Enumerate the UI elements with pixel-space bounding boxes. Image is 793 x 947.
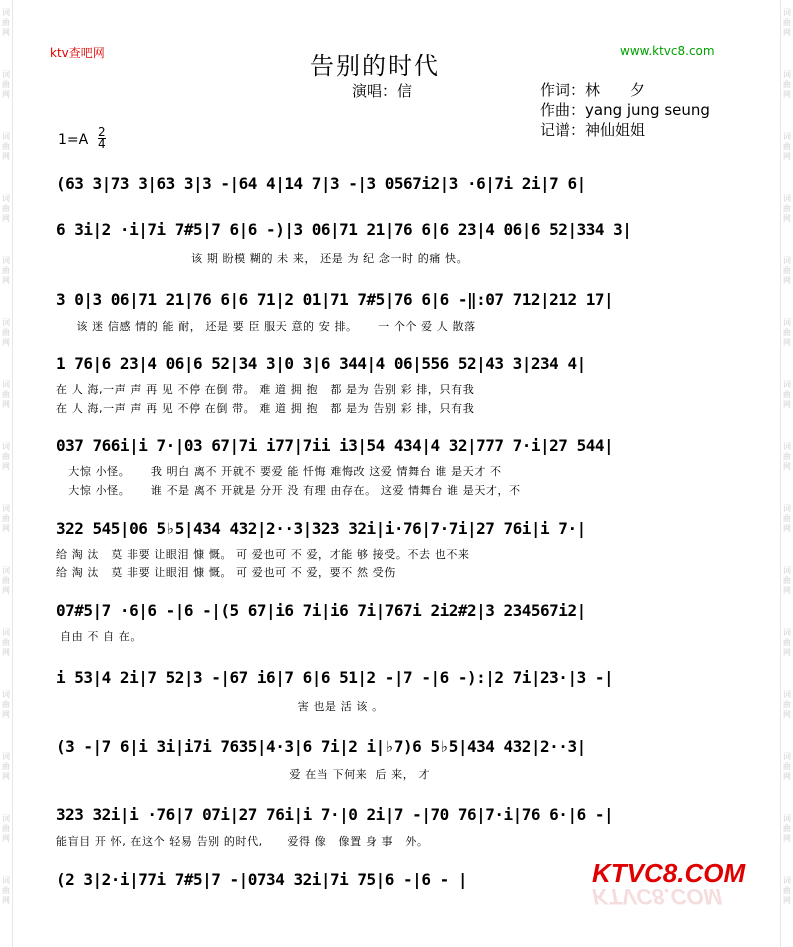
- lyric-line: 该 期 盼模 糊的 未 来， 还是 为 纪 念一时 的痛 快。: [56, 252, 469, 265]
- song-title: 告别的时代: [310, 52, 440, 80]
- lyric-line: 自由 不 自 在。: [56, 630, 142, 643]
- watermark-text: 词 曲 网: [2, 442, 10, 471]
- watermark-text: 词 曲 网: [2, 194, 10, 223]
- watermark-text: 词 曲 网: [2, 504, 10, 533]
- lyric-line: 在 人 海,一声 声 再 见 不停 在倒 带。 难 道 拥 抱 都 是为 告别 彩 排，只有我: [56, 383, 475, 396]
- lyric-line: 害 也是 活 该 。: [56, 700, 384, 713]
- composer-credit: 作曲：yang jung seung: [540, 101, 710, 119]
- notation-row: 6 3i|2 ·i|7i 7#5|7 6|6 -)|3 06|71 21|76 6|6 23|4 06|6 52|334 3|: [56, 220, 632, 239]
- watermark-text: 词 曲 网: [783, 876, 791, 905]
- left-watermark-strip: [0, 0, 13, 947]
- lyric-line: 给 淘 汰 莫 非要 让眼泪 慷 慨。 可 爱也可 不 爱，才能 够 接受。不去 也不来: [56, 548, 470, 561]
- watermark-text: 词 曲 网: [2, 566, 10, 595]
- watermark-text: 词 曲 网: [2, 380, 10, 409]
- notation-row: 3 0|3 06|71 21|76 6|6 71|2 01|71 7#5|76 6|6 -‖:07 712|212 17|: [56, 290, 614, 309]
- notation-row: 07#5|7 ·6|6 -|6 -|(5 67|i6 7i|i6 7i|767i 2i2#2|3 234567i2|: [56, 601, 586, 620]
- lyric-line: 能盲目 开 怀, 在这个 轻易 告别 的时代, 爱得 像 像置 身 事 外。: [56, 835, 429, 848]
- watermark-text: 词 曲 网: [783, 8, 791, 37]
- lyric-line: 大惊 小怪。 谁 不是 离不 开就是 分开 没 有理 由存在。 这爱 情舞台 谁 是天才，不: [56, 484, 521, 497]
- lyricist-credit: 作词：林 夕: [540, 81, 646, 99]
- singer-credit: 演唱：信: [352, 82, 413, 100]
- watermark-text: 词 曲 网: [2, 876, 10, 905]
- watermark-text: 词 曲 网: [783, 194, 791, 223]
- notation-row: 037 766i|i 7·|03 67|7i i77|7ii i3|54 434|4 32|777 7·i|27 544|: [56, 436, 614, 455]
- watermark-text: 词 曲 网: [783, 752, 791, 781]
- watermark-text: 词 曲 网: [2, 318, 10, 347]
- logo-text: KTVC8.COM: [592, 858, 746, 888]
- lyric-line: 大惊 小怪。 我 明白 离不 开就不 要爱 能 忏悔 难悔改 这爱 情舞台 谁 是天才 不: [56, 465, 502, 478]
- watermark-text: 词 曲 网: [783, 814, 791, 843]
- time-signature: [98, 127, 106, 150]
- right-watermark-strip: [780, 0, 793, 947]
- watermark-text: 词 曲 网: [783, 380, 791, 409]
- watermark-text: 词 曲 网: [2, 70, 10, 99]
- lyric-line: 该 迷 信感 情的 能 耐， 还是 要 臣 服天 意的 安 排。 一 个个 爱 人 散落: [56, 320, 476, 333]
- site-url-right: www.ktvc8.com: [620, 44, 715, 58]
- watermark-text: 词 曲 网: [783, 318, 791, 347]
- watermark-text: 词 曲 网: [2, 256, 10, 285]
- watermark-text: 词 曲 网: [783, 566, 791, 595]
- watermark-text: 词 曲 网: [783, 504, 791, 533]
- lyric-line: 给 淘 汰 莫 非要 让眼泪 慷 慨。 可 爱也可 不 爱，要不 然 受伤: [56, 566, 396, 579]
- site-name-left: ktv查吧网: [50, 46, 105, 60]
- notation-row: 1 76|6 23|4 06|6 52|34 3|0 3|6 344|4 06|556 52|43 3|234 4|: [56, 354, 586, 373]
- lyric-line: 在 人 海,一声 声 再 见 不停 在倒 带。 难 道 拥 抱 都 是为 告别 彩 排，只有我: [56, 402, 475, 415]
- credits-block: [540, 80, 710, 140]
- watermark-text: 词 曲 网: [783, 442, 791, 471]
- watermark-text: 词 曲 网: [783, 256, 791, 285]
- watermark-text: 词 曲 网: [783, 132, 791, 161]
- watermark-text: 词 曲 网: [783, 628, 791, 657]
- notation-row: (2 3|2·i|77i 7#5|7 -|0734 32i|7i 75|6 -|6 - |: [56, 870, 467, 889]
- watermark-text: 词 曲 网: [2, 690, 10, 719]
- notation-row: (63 3|73 3|63 3|3 -|64 4|14 7|3 -|3 0567i2|3 ·6|7i 2i|7 6|: [56, 174, 586, 193]
- notation-row: 322 545|06 5♭5|434 432|2··3|323 32i|i·76|7·7i|27 76i|i 7·|: [56, 519, 586, 538]
- key-signature: 1=A: [58, 132, 89, 148]
- watermark-text: 词 曲 网: [2, 8, 10, 37]
- watermark-text: 词 曲 网: [783, 690, 791, 719]
- watermark-text: 词 曲 网: [2, 132, 10, 161]
- watermark-text: 词 曲 网: [2, 628, 10, 657]
- site-logo: [592, 858, 746, 909]
- time-signature-bottom: 4: [98, 137, 106, 151]
- notation-row: (3 -|7 6|i 3i|i7i 7635|4·3|6 7i|2 i|♭7)6 5♭5|434 432|2··3|: [56, 737, 586, 756]
- watermark-text: 词 曲 网: [2, 814, 10, 843]
- notation-row: i 53|4 2i|7 52|3 -|67 i6|7 6|6 51|2 -|7 -|6 -):|2 7i|23·|3 -|: [56, 668, 614, 687]
- notation-credit: 记谱：神仙姐姐: [540, 121, 646, 139]
- lyric-line: 爱 在当 下何来 后 来， 才: [56, 768, 431, 781]
- watermark-text: 词 曲 网: [2, 752, 10, 781]
- time-signature-top: 2: [98, 125, 106, 139]
- notation-row: 323 32i|i ·76|7 07i|27 76i|i 7·|0 2i|7 -|70 76|7·i|76 6·|6 -|: [56, 805, 614, 824]
- logo-reflection: KTVC8.COM: [592, 884, 722, 909]
- watermark-text: 词 曲 网: [783, 70, 791, 99]
